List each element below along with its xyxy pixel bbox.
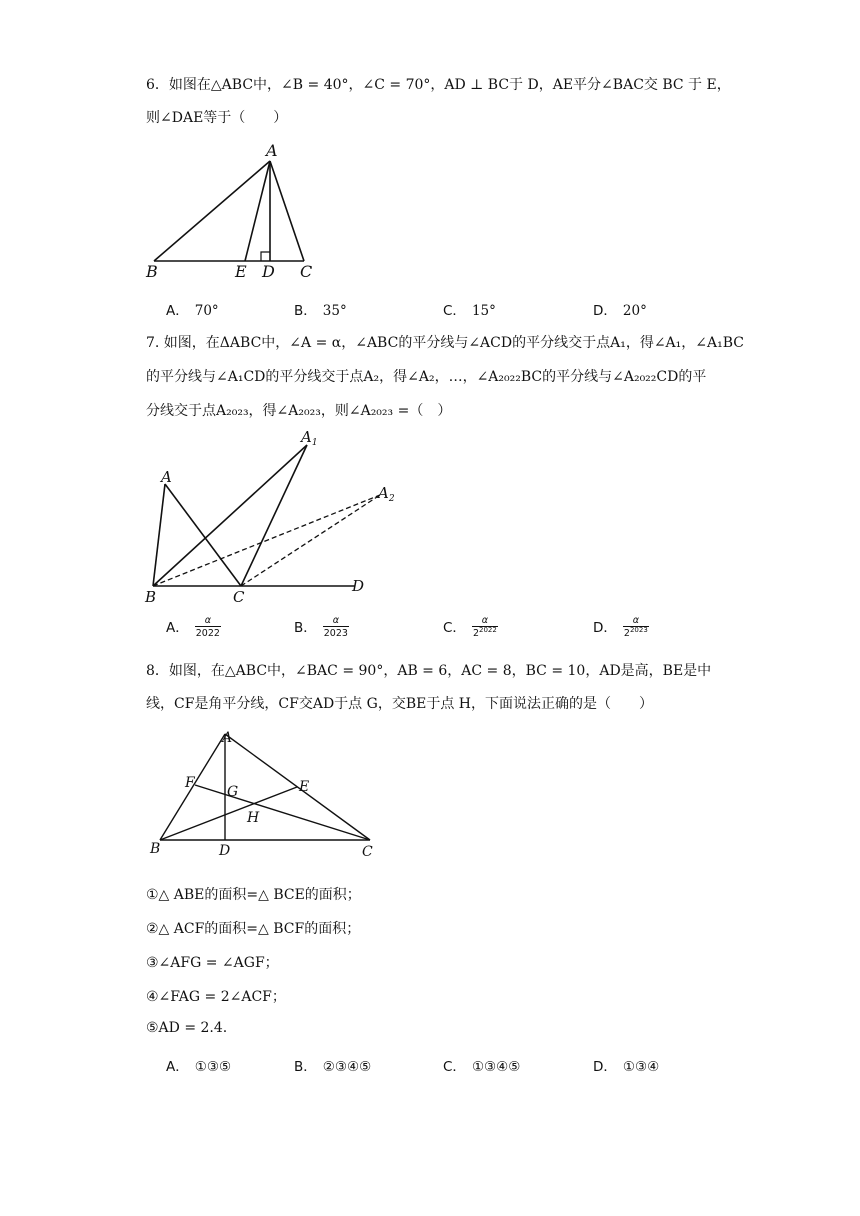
q8-label-a: A [222,730,233,746]
q7-segment-ba2 [153,495,380,586]
q6-label-a: A [266,141,278,160]
q8-label-b: B [150,841,161,857]
option-text: ②③④⑤ [322,1059,372,1075]
q6-stem-line-1: 6．如图在△ABC中，∠B = 40°，∠C = 70°，AD ⊥ BC于 D，AE平分∠BAC交 BC 于 E， [146,77,731,93]
q6-segment-ac [270,161,304,261]
q7-option-d[interactable] [593,616,649,640]
q7-figure [140,425,400,605]
q6-label-c: C [300,262,313,281]
q6-option-a[interactable] [166,299,219,319]
q7-segment-ca1 [241,445,307,586]
q6-right-angle-mark [261,252,270,261]
option-letter: B． [294,620,317,637]
fraction: $\frac{\alpha}{2022}$ [195,615,220,640]
option-letter: A． [166,1059,189,1075]
q8-option-d[interactable] [593,1055,659,1075]
q8-statement-3: ③∠AFG = ∠AGF； [146,955,279,971]
q6-segment-ae [245,161,270,261]
option-letter: A． [166,303,189,319]
q6-option-d[interactable] [593,299,647,319]
option-text: 20° [622,303,647,319]
option-text: ①③④ [622,1059,660,1075]
q6-figure [140,138,340,281]
option-letter: D． [593,303,617,319]
q8-option-c[interactable] [443,1055,520,1075]
fraction: $\frac{\alpha}{2^{2023}}$ [623,615,648,640]
q6-segment-ab [154,161,270,261]
q8-label-h: H [247,810,260,826]
q7-segment-ac [165,484,241,586]
q8-stem-line-2: 线，CF是角平分线，CF交AD于点 G，交BE于点 H，下面说法正确的是（ ） [146,696,653,712]
q8-statement-2: ②△ ACF的面积=△ BCF的面积； [146,921,361,937]
q7-label-a1: $A_1$ [301,428,318,448]
option-text: 15° [471,303,496,319]
q7-segment-ab [153,484,165,586]
q8-figure [140,723,390,863]
fraction: $\frac{\alpha}{2023}$ [323,615,348,640]
option-letter: B． [294,1059,317,1075]
q8-label-f: F [185,775,195,791]
q7-stem-line-1: 7. 如图，在ΔABC中，∠A = α，∠ABC的平分线与∠ACD的平分线交于点A₁，得∠A₁，∠A₁BC [146,335,744,351]
q7-label-c: C [233,588,245,606]
option-text: 35° [322,303,347,319]
q8-statement-4: ④∠FAG = 2∠ACF； [146,989,286,1005]
q8-label-e: E [299,779,310,795]
fraction: $\frac{\alpha}{2^{2022}}$ [472,615,497,640]
q8-statement-1: ①△ ABE的面积=△ BCE的面积； [146,887,361,903]
q8-stem-line-1: 8．如图，在△ABC中，∠BAC = 90°，AB = 6，AC = 8，BC = 10，AD是高，BE是中 [146,663,712,679]
q7-stem-line-2: 的平分线与∠A₁CD的平分线交于点A₂，得∠A₂，…，∠A₂₀₂₂BC的平分线与∠A₂₀₂₂CD的平 [146,369,707,385]
option-text: ①③④⑤ [471,1059,521,1075]
q7-label-b: B [145,588,157,606]
q7-segment-ba1 [153,445,307,586]
q8-label-d: D [219,843,231,859]
q7-label-d: D [352,577,365,595]
q6-option-c[interactable] [443,299,496,319]
q8-option-a[interactable] [166,1055,231,1075]
option-letter: D． [593,620,617,637]
q6-stem-line-2: 则∠DAE等于（ ） [146,110,288,126]
q7-stem-line-3: 分线交于点A₂₀₂₃，得∠A₂₀₂₃，则∠A₂₀₂₃ =（ ） [146,403,452,419]
q7-label-a: A [161,468,172,486]
q6-label-d: D [262,262,275,281]
q8-label-g: G [227,784,239,800]
q7-option-b[interactable] [294,616,349,640]
option-letter: D． [593,1059,617,1075]
option-letter: C． [443,303,466,319]
q6-label-e: E [235,262,247,281]
q8-label-c: C [362,844,373,860]
q7-option-a[interactable] [166,616,221,640]
q8-option-b[interactable] [294,1055,371,1075]
option-letter: B． [294,303,317,319]
option-text: ①③⑤ [194,1059,232,1075]
q8-statement-5: ⑤AD = 2.4. [146,1020,228,1036]
q6-option-b[interactable] [294,299,347,319]
q7-label-a2: $A_2$ [378,484,395,504]
q7-option-c[interactable] [443,616,498,640]
q6-label-b: B [146,262,158,281]
option-letter: C． [443,620,466,637]
option-letter: A． [166,620,189,637]
option-letter: C． [443,1059,466,1075]
option-text: 70° [194,303,219,319]
